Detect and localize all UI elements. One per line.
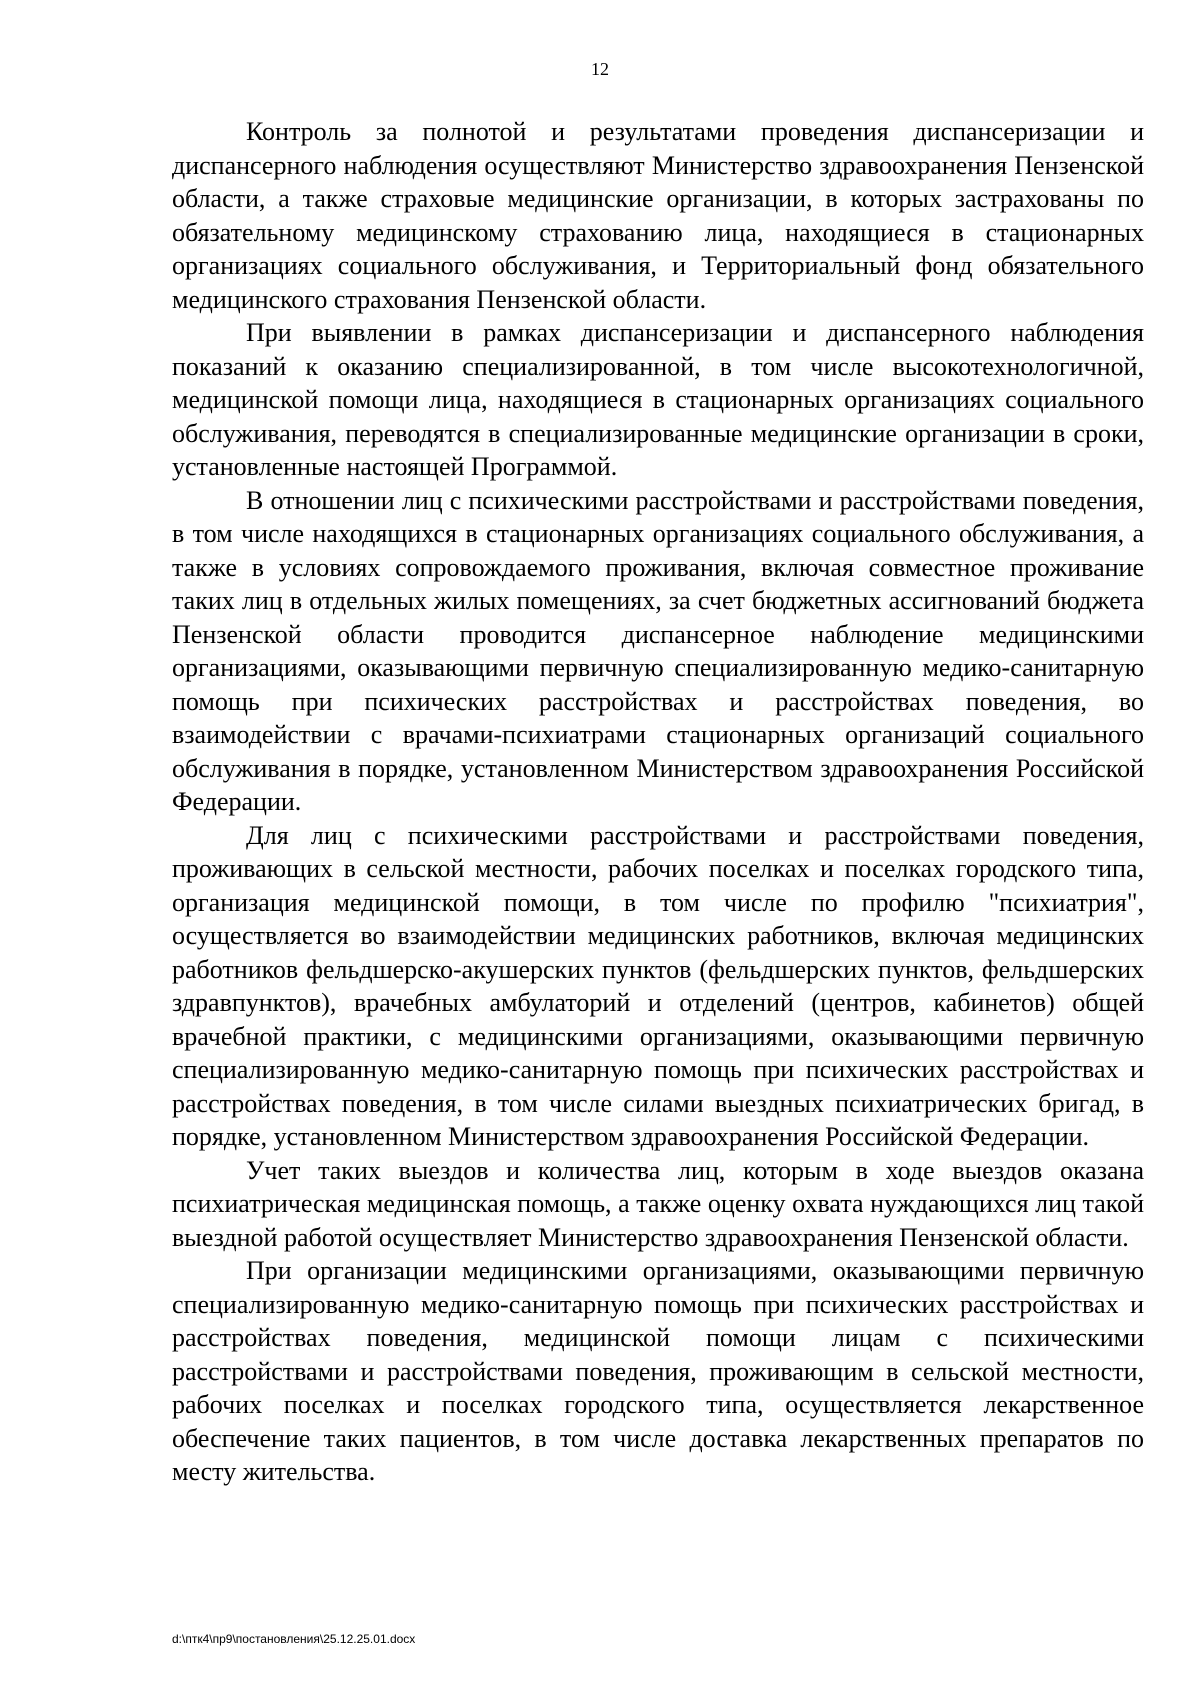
paragraph-drug-provision: При организации медицинскими организациями, оказывающими первичную специализированную медико-санитарную помощь при психических расстройствах и расстройствах поведения, медицинской помощи лицам с психическими расстройствами и расстройствами поведения, проживающим в сельской местности, рабочих поселках и поселках городского типа, осуществляется лекарственное обеспечение таких пациентов, в том числе доставка лекарственных препаратов по месту жительства.	[172, 1256, 1144, 1486]
paragraph-visits-accounting: Учет таких выездов и количества лиц, которым в ходе выездов оказана психиатрическая медицинская помощь, а также оценку охвата нуждающихся лиц такой выездной работой осуществляет Министерство здравоохранения Пензенской области.	[172, 1155, 1144, 1252]
paragraph-control: Контроль за полнотой и результатами проведения диспансеризации и диспансерного наблюдения осуществляют Министерство здравоохранения Пензенской области, а также страховые медицинские организации, в которых застрахованы по обязательному медицинскому страхованию лица, находящиеся в стационарных организациях социального обслуживания, и Территориальный фонд обязательного медицинского страхования Пензенской области.	[172, 117, 1144, 314]
footer-file-path: d:\птк4\пр9\постановления\25.12.25.01.docx	[172, 1632, 416, 1646]
document-body	[172, 115, 1144, 1489]
paragraph-specialized-care: При выявлении в рамках диспансеризации и диспансерного наблюдения показаний к оказанию специализированной, в том числе высокотехнологичной, медицинской помощи лица, находящиеся в стационарных организациях социального обслуживания, переводятся в специализированные медицинские организации в сроки, установленные настоящей Программой.	[172, 318, 1144, 481]
page-number: 12	[591, 59, 609, 79]
paragraph-mental-disorders-observation: В отношении лиц с психическими расстройствами и расстройствами поведения, в том числе находящихся в стационарных организациях социального обслуживания, а также в условиях сопровождаемого проживания, включая совместное проживание таких лиц в отдельных жилых помещениях, за счет бюджетных ассигнований бюджета Пензенской области проводится диспансерное наблюдение медицинскими организациями, оказывающими первичную специализированную медико-санитарную помощь при психических расстройствах и расстройствах поведения, во взаимодействии с врачами-психиатрами стационарных организаций социального обслуживания в порядке, установленном Министерством здравоохранения Российской Федерации.	[172, 485, 1144, 816]
paragraph-rural-psychiatric-care: Для лиц с психическими расстройствами и расстройствами поведения, проживающих в сельской местности, рабочих поселках и поселках городского типа, организация медицинской помощи, в том числе по профилю "психиатрия", осуществляется во взаимодействии медицинских работников, включая медицинских работников фельдшерско-акушерских пунктов (фельдшерских пунктов, фельдшерских здравпунктов), врачебных амбулаторий и отделений (центров, кабинетов) общей врачебной практики, с медицинскими организациями, оказывающими первичную специализированную медико-санитарную помощь при психических расстройствах и расстройствах поведения, в том числе силами выездных психиатрических бригад, в порядке, установленном Министерством здравоохранения Российской Федерации.	[172, 820, 1144, 1151]
